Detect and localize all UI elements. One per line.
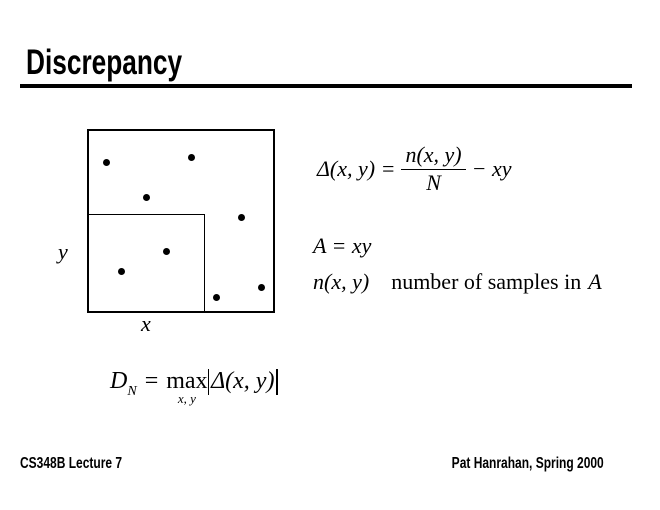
formula-discrepancy-definition [317, 143, 512, 195]
sample-point [118, 268, 125, 275]
abs-argument: Δ(x, y) [211, 368, 275, 394]
fraction-denominator: N [401, 169, 465, 195]
sample-point [258, 284, 265, 291]
set-symbol: A [588, 269, 602, 294]
page-title: Discrepancy [26, 43, 183, 82]
sample-point [103, 159, 110, 166]
n-description: number of samples in [391, 269, 582, 294]
abs-bar-right [276, 369, 278, 395]
equals-sign: = [144, 368, 159, 394]
sample-point [143, 194, 150, 201]
sample-point [213, 294, 220, 301]
dn-term: $D_N$ [110, 368, 137, 399]
sample-point [238, 214, 245, 221]
formula-lhs: Δ(x, y) = [317, 156, 396, 182]
formula-area-text: A = xy [313, 233, 372, 258]
footer-course: CS348B Lecture 7 [20, 455, 123, 472]
max-operator: max x, y [166, 368, 208, 406]
abs-bar-left [208, 369, 210, 395]
footer-author: Pat Hanrahan, Spring 2000 [451, 455, 604, 472]
sample-point [188, 154, 195, 161]
formula-n-definition [313, 270, 602, 294]
formula-tail: − xy [471, 156, 512, 182]
fraction [401, 143, 465, 195]
x-axis-label: x [141, 311, 151, 336]
unit-square-diagram [87, 129, 275, 313]
y-axis-label: y [58, 239, 68, 264]
dn-subscript: N [127, 384, 137, 399]
n-term: n(x, y) [313, 269, 370, 294]
max-subscript: x, y [177, 391, 196, 406]
formula-dn [110, 369, 278, 405]
formula-area [313, 234, 371, 258]
fraction-numerator: n(x, y) [405, 142, 462, 167]
title-rule [20, 84, 632, 88]
sample-points [89, 131, 273, 311]
sample-point [163, 248, 170, 255]
